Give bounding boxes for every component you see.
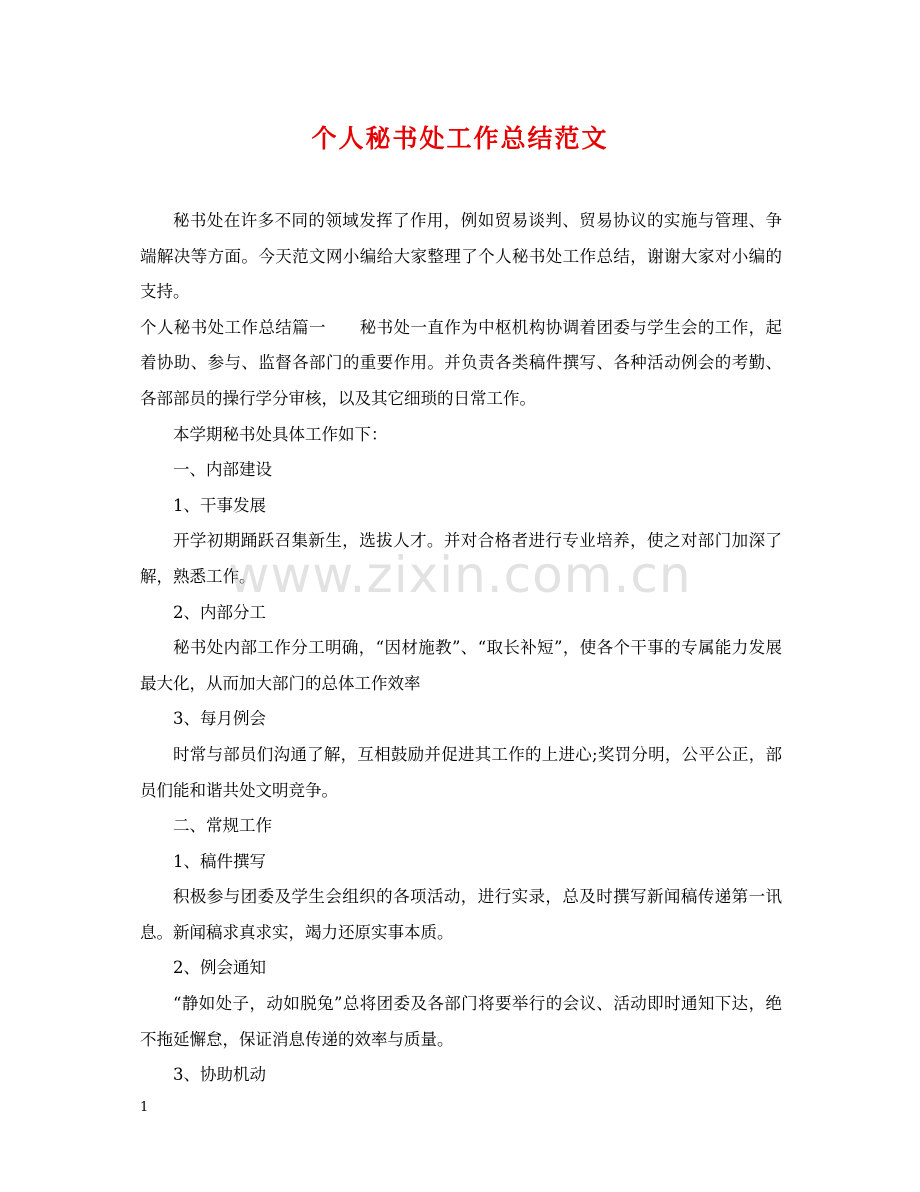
page-number: 1 (140, 1100, 149, 1115)
subsection-heading: 2、例会通知 (173, 958, 266, 978)
paragraph: “静如处子，动如脱兔”总将团委及各部门将要举行的会议、活动即时通知下达，绝不拖延懈怠，保证消息传递的效率与质量。 (140, 994, 782, 1049)
paragraph: 秘书处在许多不同的领域发挥了作用，例如贸易谈判、贸易协议的实施与管理、争端解决等方面。今天范文网小编给大家整理了个人秘书处工作总结，谢谢大家对小编的支持。 (140, 211, 782, 302)
paragraph: 个人秘书处工作总结篇一 秘书处一直作为中枢机构协调着团委与学生会的工作，起着协助、参与、监督各部门的重要作用。并负责各类稿件撰写、各种活动例会的考勤、各部部员的操行学分审核，以及其它细琐的日常工作。 (140, 317, 782, 408)
subsection-heading: 1、干事发展 (173, 495, 266, 515)
paragraph: 开学初期踊跃召集新生，选拔人才。并对合格者进行专业培养，使之对部门加深了解，熟悉工作。 (140, 531, 782, 586)
page-title: 个人秘书处工作总结范文 (311, 124, 609, 153)
subsection-heading: 1、稿件撰写 (173, 851, 266, 871)
subsection-heading: 3、协助机动 (173, 1065, 266, 1085)
paragraph: 本学期秘书处具体工作如下： (173, 424, 388, 444)
document-body (140, 203, 782, 1093)
section-heading: 二、常规工作 (173, 816, 272, 836)
subsection-heading: 2、内部分工 (173, 602, 266, 622)
paragraph: 秘书处内部工作分工明确，“因材施教”、“取长补短”，使各个干事的专属能力发展最大化，从而加大部门的总体工作效率 (140, 638, 782, 693)
paragraph: 积极参与团委及学生会组织的各项活动，进行实录，总及时撰写新闻稿传递第一讯息。新闻稿求真求实，竭力还原实事本质。 (140, 887, 782, 942)
section-heading: 一、内部建设 (173, 460, 272, 480)
paragraph: 时常与部员们沟通了解，互相鼓励并促进其工作的上进心;奖罚分明，公平公正，部员们能和谐共处文明竞争。 (140, 744, 782, 800)
watermark: www.zixin.com.cn (228, 546, 692, 604)
subsection-heading: 3、每月例会 (173, 709, 266, 729)
